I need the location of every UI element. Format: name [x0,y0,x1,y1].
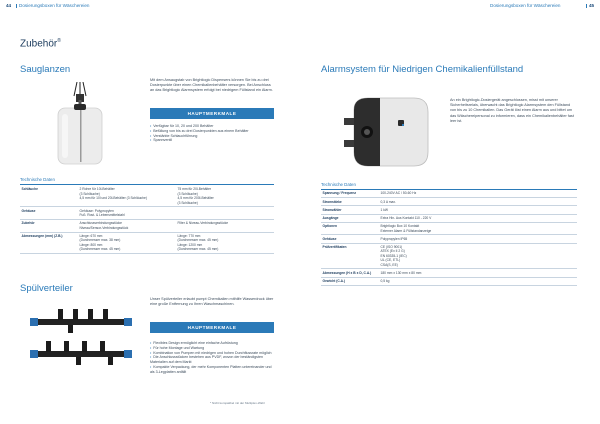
left-running-header [0,0,300,11]
table-row [321,190,577,198]
suction-lances-features [150,124,274,143]
list-item: • Befüllung von bis zu drei Dosierpunkten aus einem Behälter [150,129,274,134]
table-row [20,220,274,233]
table-cell [78,232,176,253]
table-cell-key: Gehäuse [20,207,78,220]
page-number: 45 [589,3,595,8]
alarm-heading: Alarmsystem für Niedrigen Chemikalienfüllstand [321,64,524,75]
table-cell [379,214,577,222]
cell-line: UL (CE, ETL) [380,258,401,263]
cell-line: 180 mm x 130 mm x 80 mm [380,270,422,275]
table-cell-key: Gehäuse [321,235,379,243]
flush-manifold-features-button[interactable]: HAUPTMERKMALE [150,322,274,333]
list-item: • Die Anschlussstücken bestehen aus PVDF, wovon der beständigsten Materialien auf dem Markt [150,355,274,365]
cell-line: Länge: 800 mm [79,242,103,247]
cell-line: (Durchmesser max. 38 mm) [79,238,121,243]
alarm-table [321,190,577,286]
cell-line: Niveau/Sensor-Verbindungsstück [79,225,129,230]
cell-line: CE (ISO 9001) [380,244,403,249]
flush-manifold-description: Unser Spülverteiler erlaubt pumpt Chemikalien mithilfe Wasserdruck über eine große Entfernung zu Ihren Waschmaschinen. [150,297,274,307]
table-row [20,207,274,220]
cell-line: (Durchmesser max. 45 mm) [79,247,121,252]
suction-lances-features-button[interactable]: HAUPTMERKMALE [150,108,274,119]
list-item: • Für hohe Montage und Wartung [150,346,274,351]
cell-line: Brightlogic Box 10 Kontakt [380,224,420,229]
running-title: Dosierungsboxen für Wäschereien [19,3,90,8]
suction-lances-description: Mit dem Ansaugstab von Brightlogic Dispensers können Sie bis zu drei Dosierpunkte über einen Chemikalienbehälter versorgen. Bei Anschluss an das Brightlogic Alarmsystem erfolgt bei niedrigem Füllstand ein Alarm. [150,78,273,93]
table-cell [379,206,577,214]
table-cell [176,220,274,233]
table-cell [379,269,577,277]
table-cell [379,190,577,198]
cell-line: 100-240V AC / 50-60 Hz [380,191,417,196]
cell-line: Externer Alarm & Füllstandanzeige [380,228,432,233]
table-cell-key: Schläuche [20,186,78,207]
section-heading [20,38,61,49]
cell-line: (3 Schläuche) [177,191,198,196]
table-cell [78,207,176,220]
table-row [321,198,577,206]
cell-line: 4,5 mm für 200l-Behälter [177,196,214,201]
footnote: * Nicht kompatibel mit der Multiplex-Wahl [210,401,265,405]
cell-line: Länge: 1200 mm [177,242,203,247]
list-item: • Spannventil [150,138,274,143]
table-cell [379,222,577,235]
alarm-description: An ein Brightlogic-Dosiergerät angeschlossen, misst mit unserer Sicherheitsrelais, überwacht das Brightlogic Alarmsystem den Füllstand von bis zu 10 Chemikalien. Das Gerät löst einen Alarm aus und bittet um das Wäschereipersonal zu informieren, dass ein Chemikalienbehälter fast leer ist. [450,98,574,123]
cell-line: Filter & Niveau-Verbindungsstücke [177,221,229,226]
suction-lances-table [20,186,274,254]
header-divider [586,4,587,8]
table-cell-key: Abmessungen (H x B x D, C.A.) [321,269,379,277]
table-row [321,222,577,235]
cell-line: (3 Schläuche) [177,200,198,205]
alarm-system-image [340,90,440,175]
table-row [321,214,577,222]
cell-line: (3 Schläuche) [79,191,100,196]
cell-line: CSA(S, EE) [380,262,398,267]
table-row [20,232,274,253]
cell-line: 1 kW [380,207,389,212]
cell-line: 0,3 A max. [380,199,396,204]
running-title: Dosierungsboxen für Wäschereien [490,3,561,8]
table-cell-key: Stromstärke [321,198,379,206]
table-row [321,269,577,277]
cell-line: Polypropylen IP65 [380,236,408,241]
cell-line: Länge: 670 mm [79,233,103,238]
table-rule [20,184,274,185]
suction-lance-image [44,82,114,172]
cell-line: (Durchmesser max. 45 mm) [177,247,219,252]
list-item: • Flexibles Design ermöglicht eine einfache Aufrüstung [150,341,274,346]
table-row [321,277,577,285]
table-cell-key: Spannung / Frequenz [321,190,379,198]
suction-lances-heading: Sauglanzen [20,64,71,75]
table-row [321,206,577,214]
section-heading-text: Zubehör [20,38,58,50]
table-cell [379,277,577,285]
list-item: • Verstärkte Schlauchführung [150,134,274,139]
table-cell-key: Zubehör [20,220,78,233]
table-cell-key: Abmessungen (mm) (Z.B.) [20,232,78,253]
table-cell-key: Prüfzertifikaten [321,243,379,269]
flush-manifold-heading: Spülverteiler [20,283,73,294]
table-cell-key: Gewicht (C.A.) [321,277,379,285]
cell-line: 75 mm für 20l-Behälter [177,187,212,192]
list-item: • Kombination von Pumpen mit niedrigen und hohen Durchflussrate möglich [150,351,274,356]
cell-line: ATEX (Ex II 2 G) [380,249,405,254]
right-page [300,0,600,424]
table-row [20,186,274,207]
cell-line: 2 Rohre für 10l-Behälter [79,187,115,192]
cell-line: EN 60335-1 (IEC) [380,253,407,258]
table-cell-key: Stromzähler [321,206,379,214]
page-number: 44 [6,3,12,8]
cell-line: (Durchmesser max. 45 mm) [177,238,219,243]
table-row [321,243,577,269]
table-row [321,235,577,243]
table-cell [176,207,274,220]
table-cell [176,232,274,253]
section-heading-mark: ® [57,38,61,44]
list-item: • Verfügbar für 10, 20 und 200 Behälter [150,124,274,129]
table-cell [379,198,577,206]
suction-lances-table-title: Technische Daten [20,177,55,182]
table-cell [78,186,176,207]
alarm-table-title: Technische Daten [321,182,356,187]
cell-line: 4,5 mm für 10l und 20l-Behälter (3 Schläuche) [79,196,147,201]
table-cell [379,243,577,269]
cell-line: Länge: 770 mm [177,233,201,238]
right-running-header [300,0,600,11]
table-cell-key: Ausgänge [321,214,379,222]
cell-line: 0,5 kg [380,278,390,283]
cell-line: Gehäuse: Polypropylen [79,208,114,213]
table-cell [176,186,274,207]
list-item: • Kompakte Verpackung, der mehr Komponenten Platten untereinander und als 3-Legplatten anfällt [150,365,274,375]
table-cell [78,220,176,233]
table-cell [379,235,577,243]
header-divider [16,4,17,8]
flush-manifold-image [28,305,138,370]
cell-line: Extra Hin- Aus Kontakt 110 - 220 V [380,215,432,220]
table-cell-key: Optionen [321,222,379,235]
cell-line: Anschlussverbindungsstücke [79,221,123,226]
cell-line: Fuß: Rost- & Lebensmittelstahl [79,213,125,218]
flush-manifold-features [150,341,274,375]
